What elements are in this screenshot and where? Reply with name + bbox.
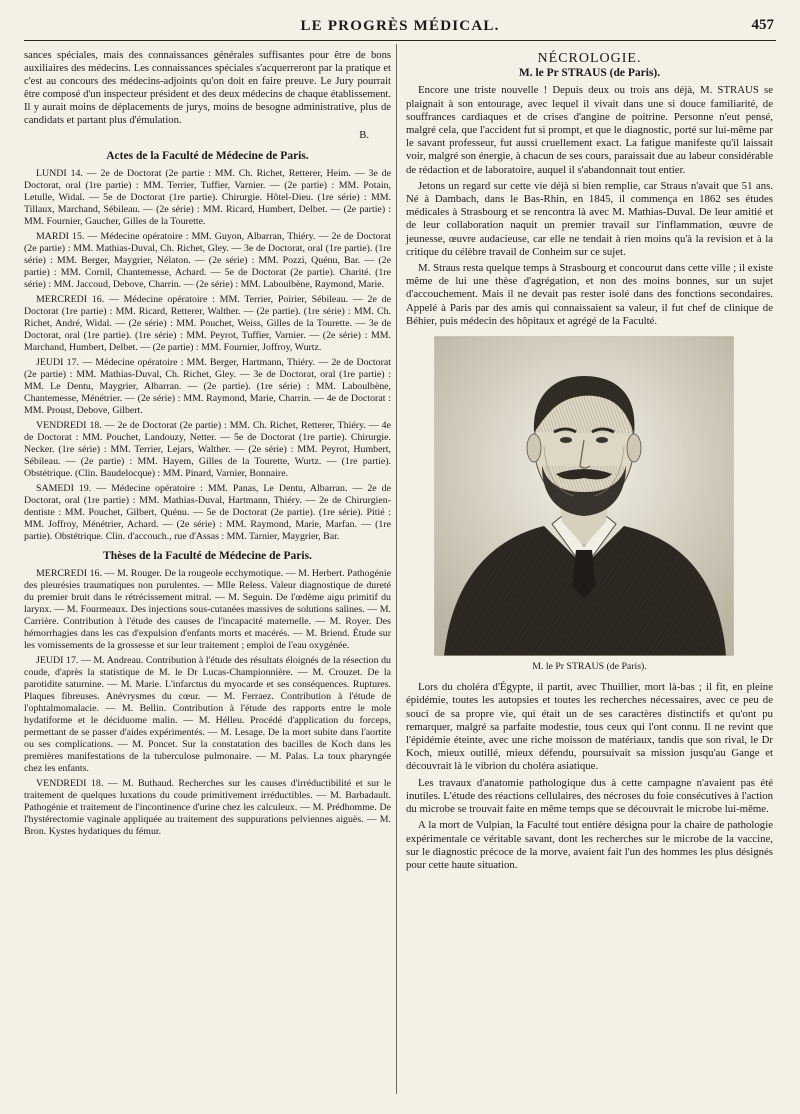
- obituary-paragraph-6: A la mort de Vulpian, la Faculté tout entière désigna pour la chaire de pathologie expérimentale ce véritable savant, dont les recherches sur le microbe de la vaccine, sur le diagnostic précoce de la morve, avaient fait l'un des hommes les plus désignés pour cette haute situation.: [406, 819, 773, 871]
- obituary-paragraph-4: Lors du choléra d'Égypte, il partit, avec Thuillier, mort là-bas ; il fit, en pleine épidémie, toutes les autopsies et toutes les recherches nécessaires, avec ce peu de souci de sa propre vie, qui était un de ses caractères distinctifs et qu'ont pu remarquer, malgré sa parfaite modestie, tous ceux qui l'ont connu. Il ne revint que l'épidémie éteinte, avec une riche moisson de matériaux, tandis que son rival, le Dr Koch, mieux outillé, mieux défendu, poursuivait sa mission jusqu'au Gange et découvrait là le vibrion du choléra asiatique.: [406, 681, 773, 773]
- portrait-image: [434, 336, 734, 656]
- actes-monday: LUNDI 14. — 2e de Doctorat (2e partie : MM. Ch. Richet, Retterer, Heim. — 3e de Doctorat, oral (1re partie) : MM. Terrier, Tuffier, Varnier. — (2e partie) : MM. Potain, Letulle, Widal. — 5e de Doctorat (1re partie). Chirurgie. Hôtel-Dieu. (1re série) : MM. Tillaux, Marchand, Sébileau. — (2e série) : MM. Ricard, Humbert, Delbet. — (2e partie) : MM. Fournier, Gaucher, Gilles de la Tourette.: [24, 168, 391, 228]
- running-title: LE PROGRÈS MÉDICAL.: [300, 18, 500, 34]
- portrait-engraving: [434, 336, 734, 656]
- actes-tuesday: MARDI 15. — Médecine opératoire : MM. Guyon, Albarran, Thiéry. — 2e de Doctorat (2e partie) : MM. Mathias-Duval, Ch. Richet, Gley. — 3e de Doctorat, oral (1re partie). (1re série) : MM. Berger, Maygrier, Nélaton. — (2e série) : MM. Pozzi, Quénu, Bar. — (2e partie) : MM. Cornil, Chantemesse, Achard. — 5e de Doctorat (2e partie). Charité. (1re série) : MM. Jaccoud, Debove, Charrin. — (2e série) : MM. Laboulbène, Raymond, Marie.: [24, 231, 391, 291]
- obituary-paragraph-2: Jetons un regard sur cette vie déjà si bien remplie, car Straus n'avait que 51 ans. Né à Dambach, dans le Bas-Rhin, en 1845, il commença en 1862 ses études médicales à Strasbourg et se rencontra là avec M. Mathias-Duval. De leur amitié et de leur collaboration naquit un premier travail sur l'inflammation, œuvre de jeunesse, œuvre audacieuse, car elle ne tendait à rien moins qu'à la revision et à la critique du célèbre travail de Conheim sur ce sujet.: [406, 179, 773, 258]
- obituary-paragraph-1: Encore une triste nouvelle ! Depuis deux ou trois ans déjà, M. STRAUS se plaignait à son entourage, avec lequel il vivait dans une si douce familiarité, de souffrances cardiaques et de crises d'angine de poitrine. Personne n'eut pensé, malgré cela, que l'accident fut si prompt, et que le diagnostic, porté sur lui-même par le savant professeur, fut aussi cruellement exact. La fatigue manifeste qu'il laissait voir, malgré son énergie, à chacun de ses cours, paraissait due au labeur considérable de rédaction et de laboratoire, auquel il s'abandonnait tout entier.: [406, 84, 773, 176]
- necrology-heading: NÉCROLOGIE.: [537, 51, 642, 66]
- theses-thursday: JEUDI 17. — M. Andreau. Contribution à l'étude des résultats éloignés de la résection du coude, d'après la statistique de M. le Dr Lucas-Championnière. — M. Crouzet. De la parotidite saturnine. — M. Marie. L'infarctus du myocarde et ses conséquences. Ruptures. Plaques fibreuses. Anévrysmes du cœur. — M. Ferraez. Contribution à l'étude de l'ophtalmomalacie. — M. Bellin. Contribution à l'étude des rapports entre le mole hydatiforme et le déciduome malin. — M. Hélleu. Procédé d'application du forceps, permettant de se passer d'aides expérimentés. — M. Lesage. De la mort subite dans l'aortite ou ses complications. — M. Poncet. Sur la constatation des bacilles de Koch dans les premières manifestations de la tuberculose pulmonaire. — M. Palas. La toux pharyngée chez les enfants.: [24, 655, 391, 775]
- necrology-subtitle: M. le Pr STRAUS (de Paris).: [518, 67, 661, 80]
- column-rule: [396, 44, 397, 1094]
- portrait-caption: M. le Pr STRAUS (de Paris).: [532, 661, 647, 673]
- page-header: [24, 14, 776, 41]
- actes-thursday: JEUDI 17. — Médecine opératoire : MM. Berger, Hartmann, Thiéry. — 2e de Doctorat (2e partie) : MM. Mathias-Duval, Ch. Richet, Gley. — 3e de Doctorat, oral (1re partie) : MM. Le Dentu, Maygrier, Albarran. — (2e partie). (1re série) : MM. Laboulbène, Chantemesse, Ménétrier. — (2e série) : MM. Raymond, Marie, Charrin. — 4e de Doctorat : MM. Proust, Debove, Gilbert.: [24, 357, 391, 417]
- intro-paragraph: sances spéciales, mais des connaissances générales suffisantes pour être de bons auxiliaires des médecins. Les connaissances spéciales s'acquerreront par la pratique et c'est au concours des médecins-adjoints qu'on doit en faire preuve. Le Jury pourrait être composé d'un inspecteur président et des deux médecins de chaque établissement. Il y aurait moins de déplacements de jurys, moins de besogne administrative, plus de candidats et partant plus d'émulation.: [24, 50, 391, 126]
- theses-wednesday: MERCREDI 16. — M. Rouger. De la rougeole ecchymotique. — M. Herbert. Pathogénie des pleurésies traumatiques non purulentes. — Mlle Reless. Valeur diagnostique de dureté du premier bruit dans le rétrécissement mitral. — M. Seguin. De l'œdème aigu primitif du larynx. — M. Fourmeaux. Des injections sous-cutanées massives de solutions salines. — M. Carrière. Contribution à l'étude des causes de l'incapacité maternelle. — M. Royer. Des hémorrhagies dans les cas d'expulsion d'enfants morts et macérés. — M. Briend. Étude sur les vomissements de la grossesse et sur leur traitement ; emploi de l'eau oxygénée.: [24, 568, 391, 652]
- theses-friday: VENDREDI 18. — M. Buthaud. Recherches sur les causes d'irréductibilité et sur le traitement de quelques luxations du coude primitivement irréductibles. — M. Barbadault. Pathogénie et traitement de l'incontinence d'urine chez les calculeux. — M. Prédhomme. De l'hystérectomie vaginale appliquée au traitement des suppurations pelviennes aiguës. — M. Bron. Kystes hydatiques du fémur.: [24, 778, 391, 838]
- signature: B.: [359, 130, 369, 142]
- actes-heading: Actes de la Faculté de Médecine de Paris.: [106, 150, 309, 163]
- theses-heading: Thèses de la Faculté de Médecine de Paris.: [103, 550, 312, 563]
- actes-friday: VENDREDI 18. — 2e de Doctorat (2e partie) : MM. Ch. Richet, Retterer, Thiéry. — 4e de Doctorat : MM. Pouchet, Landouzy, Netter. — 5e de Doctorat (1re partie). Chirurgie. Necker. (1re série) : MM. Terrier, Lejars, Walther. — (2e série) : MM. Peyrot, Humbert, Sébileau. — (2e partie) : MM. Hayem, Gilles de la Tourette, Wurtz. — (1re partie). Obstétrique. (Clin. Baudelocque) : MM. Pinard, Varnier, Bonnaire.: [24, 420, 391, 480]
- obituary-paragraph-5: Les travaux d'anatomie pathologique dus à cette campagne n'avaient pas été inutiles. L'étude des réactions cellulaires, des nécroses du foie consécutives à l'action du microbe se trouvait faite en même temps que se découvrait le microbe lui-même.: [406, 776, 773, 816]
- page-number: 457: [751, 17, 774, 33]
- obituary-paragraph-3: M. Straus resta quelque temps à Strasbourg et concourut dans cette ville ; il existe même de lui une thèse d'agrégation, et non des moins bonnes, sur un sujet d'accouchement. Mais il ne devait pas rester isolé dans des fonctions secondaires. Appelé à Paris par des amis qui connaissaient sa valeur, il fut chef de clinique de Béhier, puis médecin des hôpitaux et agrégé de la Faculté.: [406, 262, 773, 327]
- right-column: [406, 50, 773, 875]
- actes-saturday: SAMEDI 19. — Médecine opératoire : MM. Panas, Le Dentu, Albarran. — 2e de Doctorat, oral (1re partie) : MM. Mathias-Duval, Hartmann, Thiéry. — 2e de Chirurgien-dentiste : MM. Pouchet, Gilbert, Quénu. — 5e de Doctorat (2e partie). (1re série). Pitié : MM. Joffroy, Ménétrier, Achard. — (2e série) : MM. Raymond, Marie, Marfan. — (1re partie). Obstétrique. Clin. d'accouch., rue d'Assas : MM. Tarnier, Maygrier, Bar.: [24, 483, 391, 543]
- left-column: [24, 50, 391, 841]
- actes-wednesday: MERCREDI 16. — Médecine opératoire : MM. Terrier, Poirier, Sébileau. — 2e de Doctorat (1re partie) : MM. Ricard, Retterer, Walther. — (2e partie). (1re série) : MM. Ch. Richet, André, Widal. — (2e série) : MM. Pouchet, Weiss, Gilles de la Tourette. — 3e de Doctorat, oral (1re partie). (1re série) : MM. Peyrot, Tuffier, Varnier. — (2e série) : MM. Marchand, Humbert, Delbet. — (2e partie) : MM. Fournier, Joffroy, Wurtz.: [24, 294, 391, 354]
